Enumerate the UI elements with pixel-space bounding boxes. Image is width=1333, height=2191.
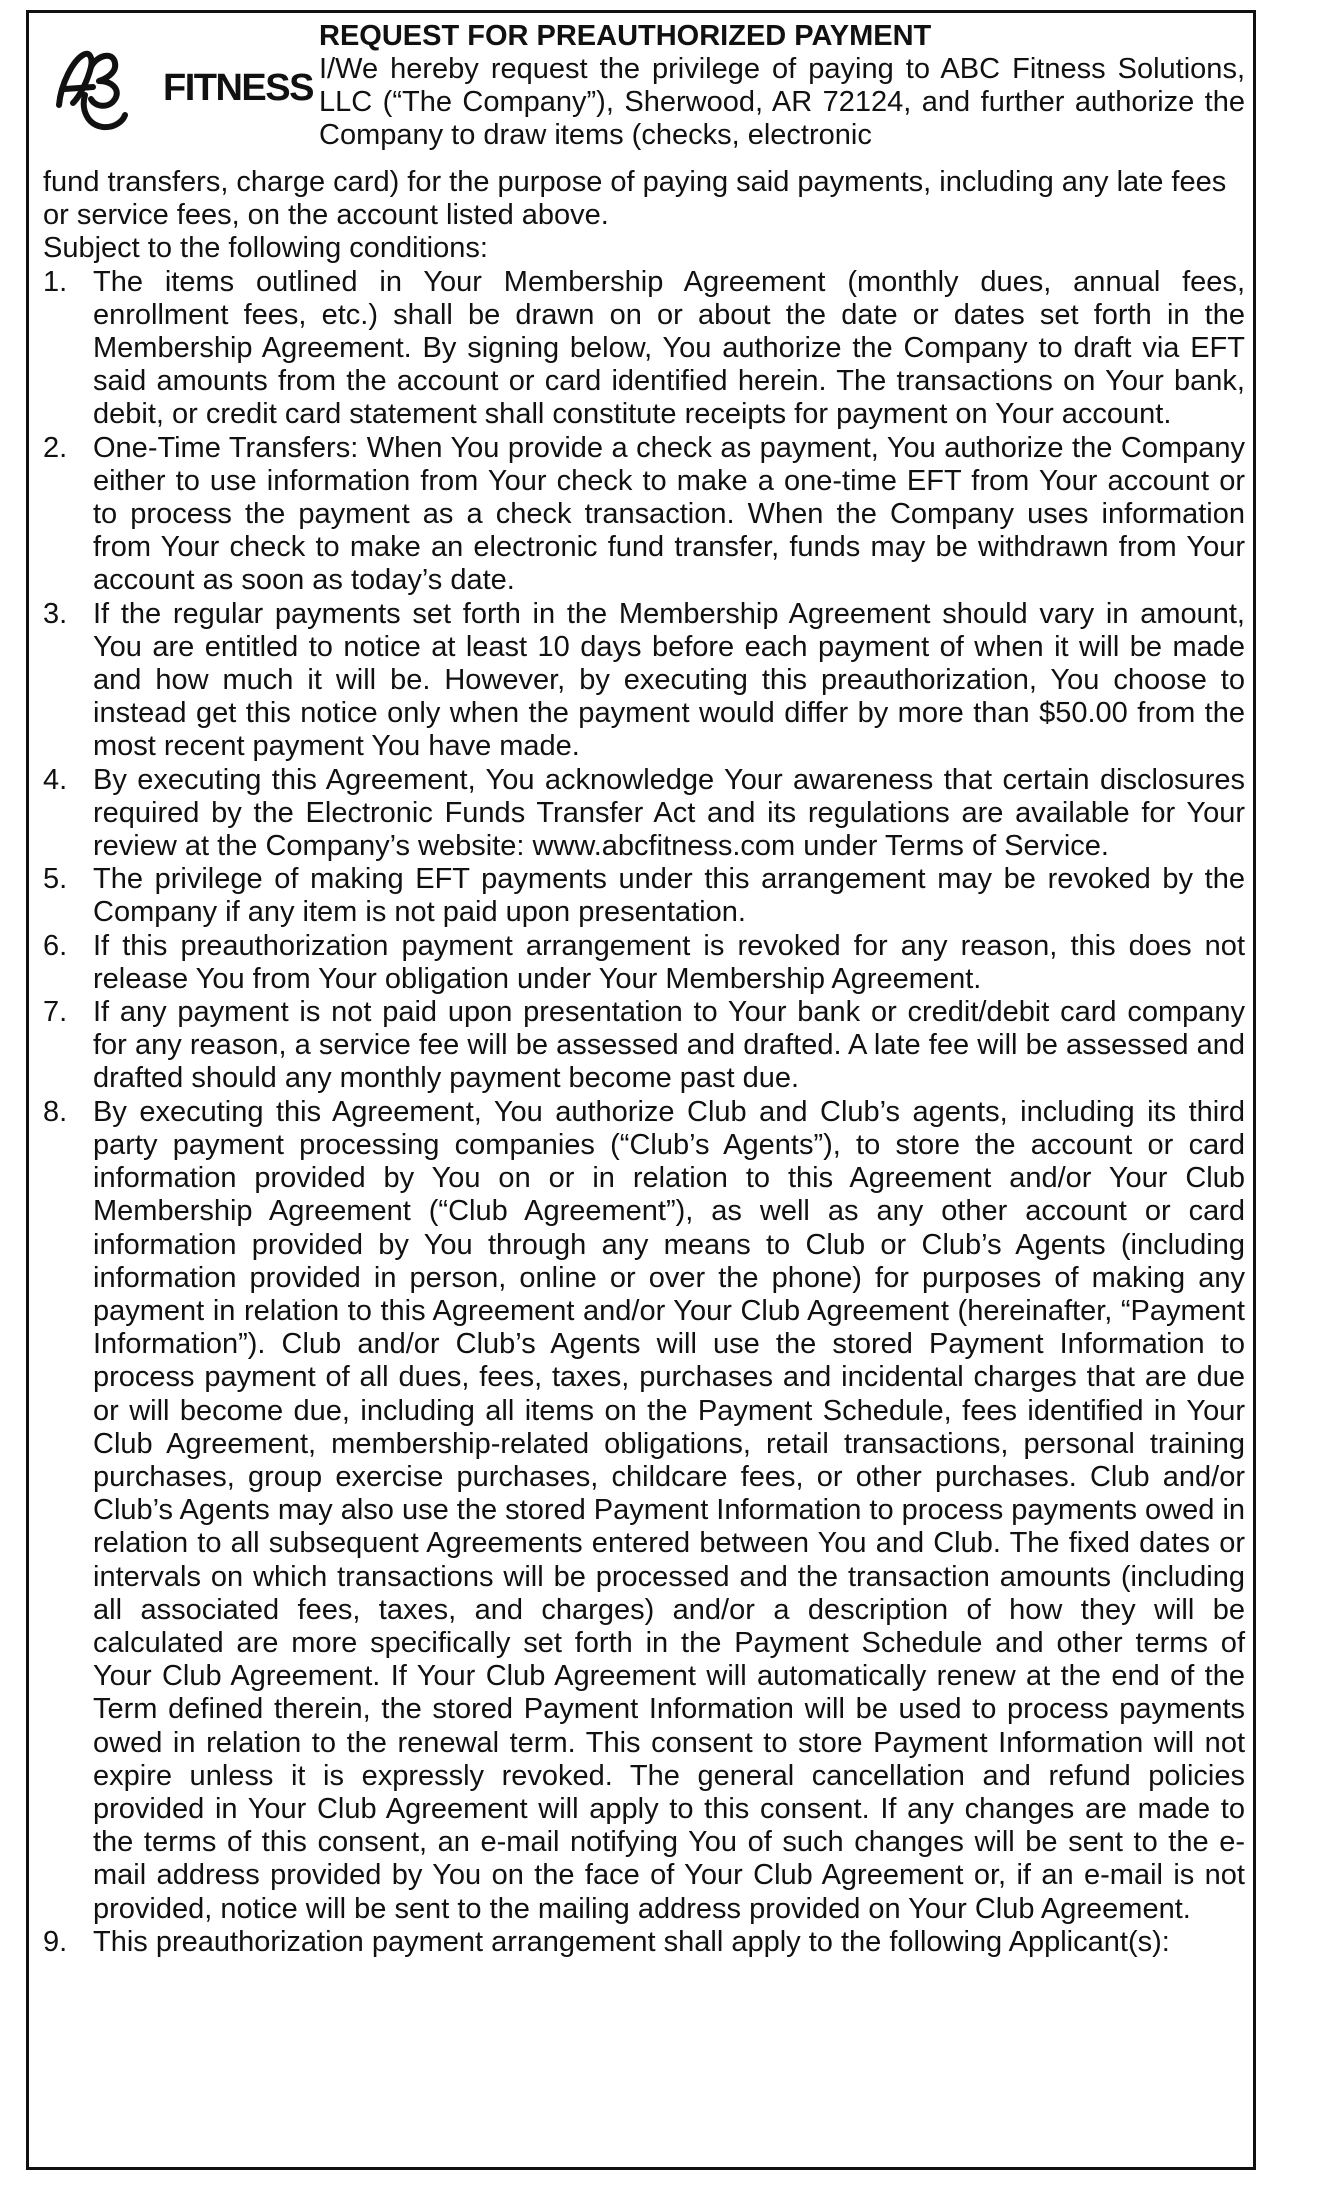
condition-number: 4.	[43, 763, 68, 796]
condition-item	[43, 266, 1245, 432]
condition-item	[43, 1096, 1245, 1926]
intro-paragraph-continued: fund transfers, charge card) for the purpose of paying said payments, including any late fees or service fees, on the account listed above.	[43, 166, 1227, 232]
condition-text: The privilege of making EFT payments under this arrangement may be revoked by the Company if any item is not paid upon presentation.	[93, 863, 1245, 929]
logo-wordmark: FITNESS	[163, 67, 313, 109]
condition-text: By executing this Agreement, You acknowledge Your awareness that certain disclosures required by the Electronic Funds Transfer Act and its regulations are available for Your review at the Company’s website: www.abcfitness.com under Terms of Service.	[93, 763, 1245, 863]
condition-number: 7.	[43, 996, 68, 1029]
document-body	[43, 166, 1245, 1959]
conditions-list	[43, 266, 1245, 1959]
condition-item	[43, 598, 1245, 764]
condition-item	[43, 764, 1245, 864]
condition-item	[43, 432, 1245, 598]
condition-text: The items outlined in Your Membership Agreement (monthly dues, annual fees, enrollment fees, etc.) shall be drawn on or about the date or dates set forth in the Membership Agreement. By signing below, You authorize the Company to draft via EFT said amounts from the account or card identified herein. The transactions on Your bank, debit, or credit card statement shall constitute receipts for payment on Your account.	[93, 265, 1245, 431]
condition-number: 3.	[43, 597, 68, 630]
condition-number: 8.	[43, 1095, 68, 1128]
condition-text: By executing this Agreement, You authorize Club and Club’s agents, including its third party payment processing companies (“Club’s Agents”), to store the account or card information provided by You on or in relation to this Agreement and/or Your Club Membership Agreement (“Club Agreement”), as well as any other account or card information provided by You through any means to Club or Club’s Agents (including information provided in person, online or over the phone) for purposes of making any payment in relation to this Agreement and/or Your Club Agreement (hereinafter, “Payment Information”). Club and/or Club’s Agents will use the stored Payment Information to process payment of all dues, fees, taxes, purchases and incidental charges that are due or will become due, including all items on the Payment Schedule, fees identified in Your Club Agreement, membership-related obligations, retail transactions, personal training purchases, group exercise purchases, childcare fees, or other purchases. Club and/or Club’s Agents may also use the stored Payment Information to process payments owed in relation to all subsequent Agreements entered between You and Club. The fixed dates or intervals on which transactions will be processed and the transaction amounts (including all associated fees, taxes, and charges) and/or a description of how they will be calculated are more specifically set forth in the Payment Schedule and other terms of Your Club Agreement. If Your Club Agreement will automatically renew at the end of the Term defined therein, the stored Payment Information will be used to process payments owed in relation to the renewal term. This consent to store Payment Information will not expire unless it is expressly revoked. The general cancellation and refund policies provided in Your Club Agreement will apply to this consent. If any changes are made to the terms of this consent, an e-mail notifying You of such changes will be sent to the e-mail address provided by You on the face of Your Club Agreement or, if an e-mail is not provided, notice will be sent to the mailing address provided on Your Club Agreement.	[93, 1095, 1246, 1925]
condition-text: One-Time Transfers: When You provide a check as payment, You authorize the Company either to use information from Your check to make a one-time EFT from Your account or to process the payment as a check transaction. When the Company uses information from Your check to make an electronic fund transfer, funds may be withdrawn from Your account as soon as today’s date.	[93, 431, 1245, 597]
intro-paragraph-lead: I/We hereby request the privilege of paying to ABC Fitness Solutions, LLC (“The Company”), Sherwood, AR 72124, and further authorize the Company to draw items (checks, electronic	[319, 53, 1245, 151]
condition-number: 1.	[43, 265, 68, 298]
condition-number: 6.	[43, 929, 68, 962]
condition-text: If the regular payments set forth in the Membership Agreement should vary in amount, You are entitled to notice at least 10 days before each payment of when it will be made and how much it will be. However, by executing this preauthorization, You choose to instead get this notice only when the payment would differ by more than $50.00 from the most recent payment You have made.	[93, 597, 1245, 763]
condition-item	[43, 930, 1245, 996]
condition-text: This preauthorization payment arrangement shall apply to the following Applicant(s):	[93, 1925, 1170, 1958]
condition-item	[43, 996, 1245, 1096]
conditions-heading: Subject to the following conditions:	[43, 232, 488, 265]
condition-item	[43, 863, 1245, 929]
condition-text: If any payment is not paid upon presentation to Your bank or credit/debit card company for any reason, a service fee will be assessed and drafted. A late fee will be assessed and drafted should any monthly payment become past due.	[93, 996, 1245, 1095]
abc-fitness-logo-icon	[51, 43, 161, 133]
condition-number: 9.	[43, 1925, 68, 1958]
document-title: REQUEST FOR PREAUTHORIZED PAYMENT	[319, 20, 932, 52]
company-logo	[51, 43, 321, 133]
condition-text: If this preauthorization payment arrangement is revoked for any reason, this does not release You from Your obligation under Your Membership Agreement.	[93, 929, 1245, 995]
condition-item	[43, 1926, 1245, 1959]
condition-number: 2.	[43, 431, 68, 464]
condition-number: 5.	[43, 863, 68, 896]
document-frame	[26, 10, 1256, 2170]
